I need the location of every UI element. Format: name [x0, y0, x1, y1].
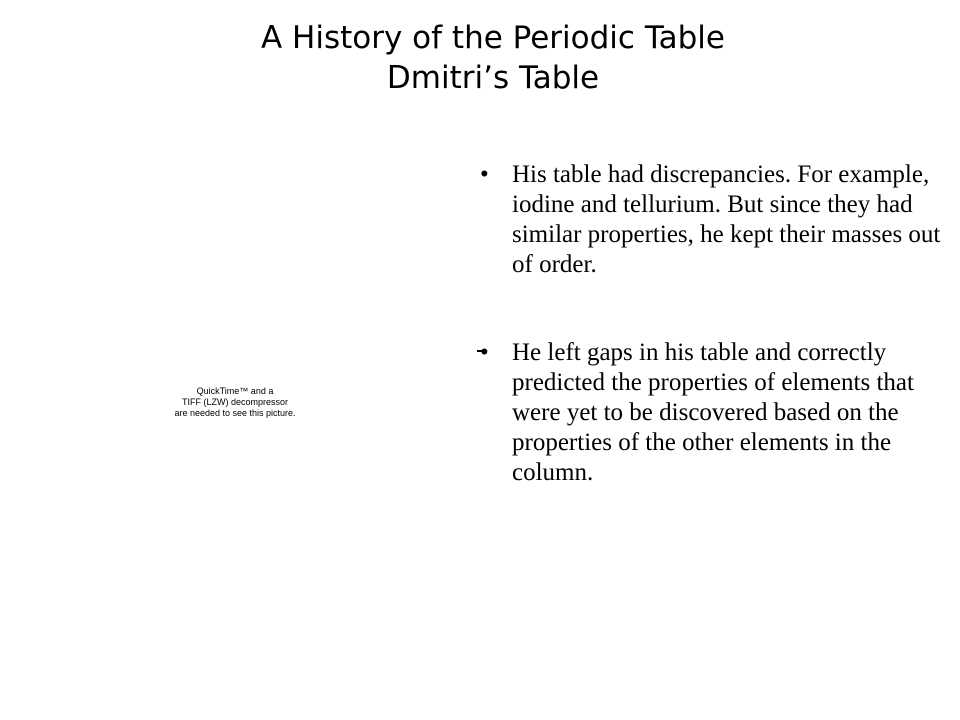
bullet-marker: • [480, 339, 489, 366]
title-line-2: Dmitri’s Table [386, 60, 600, 96]
slide-title [0, 18, 960, 98]
bullet-text: His table had discrepancies. For example, iodine and tellurium. But since they had similar properties, he kept their masses out of order. [512, 161, 941, 278]
bullet-marker: • [480, 161, 489, 188]
bullet-text: He left gaps in his table and correctly predicted the properties of elements that were yet to be discovered based on the properties of the other elements in the column. [512, 339, 914, 486]
missing-image-placeholder [160, 386, 310, 419]
placeholder-line-3: are needed to see this picture. [174, 408, 296, 418]
bullet-item [472, 338, 952, 488]
bullet-list [472, 160, 952, 488]
bullet-item [472, 160, 952, 280]
placeholder-line-1: QuickTime™ and a [196, 386, 274, 396]
placeholder-line-2: TIFF (LZW) decompressor [181, 397, 288, 407]
title-line-1: A History of the Periodic Table [260, 20, 725, 56]
